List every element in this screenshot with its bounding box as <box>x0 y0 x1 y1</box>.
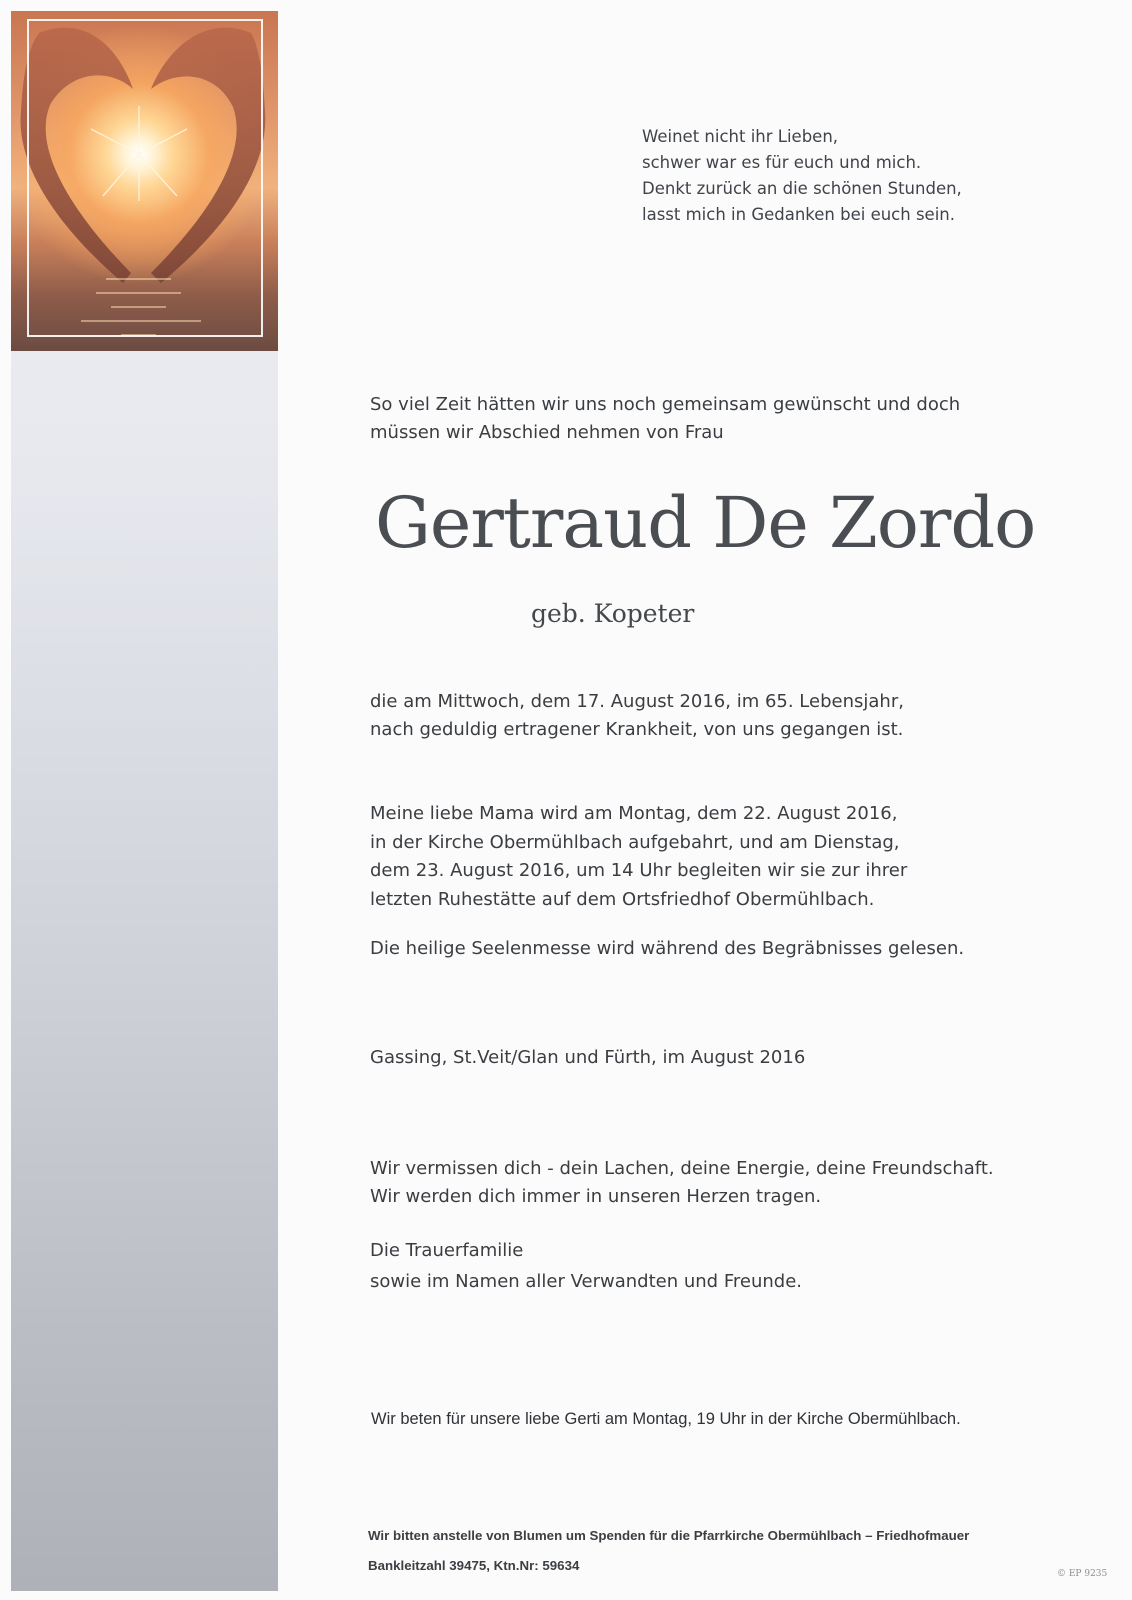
intro-paragraph <box>370 391 960 447</box>
remembrance-paragraph <box>370 1155 994 1211</box>
poem-line: schwer war es für euch und mich. <box>642 153 922 172</box>
sidebar-gradient-panel <box>11 11 278 1591</box>
funeral-details-paragraph <box>370 800 907 914</box>
family-line: sowie im Namen aller Verwandten und Freunde. <box>370 1271 802 1292</box>
death-notice-paragraph <box>370 688 904 744</box>
donation-bank-details: Bankleitzahl 39475, Ktn.Nr: 59634 <box>368 1558 580 1573</box>
remembrance-line: Wir vermissen dich - dein Lachen, deine Energie, deine Freundschaft. <box>370 1158 994 1179</box>
family-signature <box>370 1235 802 1297</box>
birth-name: geb. Kopeter <box>531 599 695 628</box>
poem-line: lasst mich in Gedanken bei euch sein. <box>642 205 955 224</box>
poem-block <box>642 124 962 228</box>
poem-line: Weinet nicht ihr Lieben, <box>642 127 839 146</box>
heart-hands-sunset-photo <box>11 11 278 351</box>
funeral-line: letzten Ruhestätte auf dem Ortsfriedhof Obermühlbach. <box>370 888 875 910</box>
family-line: Die Trauerfamilie <box>370 1240 524 1261</box>
intro-line: So viel Zeit hätten wir uns noch gemeinsam gewünscht und doch <box>370 394 961 415</box>
donation-line: Wir bitten anstelle von Blumen um Spenden für die Pfarrkirche Obermühlbach – Friedhofmauer <box>368 1528 970 1543</box>
remembrance-line: Wir werden dich immer in unseren Herzen tragen. <box>370 1186 822 1207</box>
prayer-announcement: Wir beten für unsere liebe Gerti am Montag, 19 Uhr in der Kirche Obermühlbach. <box>371 1410 961 1428</box>
print-code: © EP 9235 <box>1057 1569 1108 1579</box>
intro-line: müssen wir Abschied nehmen von Frau <box>370 422 724 443</box>
donation-request <box>368 1521 969 1581</box>
death-notice-line: nach geduldig ertragener Krankheit, von uns gegangen ist. <box>370 719 904 740</box>
funeral-line: Meine liebe Mama wird am Montag, dem 22. August 2016, <box>370 803 898 824</box>
funeral-line: in der Kirche Obermühlbach aufgebahrt, und am Dienstag, <box>370 831 900 853</box>
deceased-name: Gertraud De Zordo <box>375 482 1036 564</box>
requiem-mass-note: Die heilige Seelenmesse wird während des Begräbnisses gelesen. <box>370 938 965 959</box>
place-and-date: Gassing, St.Veit/Glan und Fürth, im August 2016 <box>370 1047 806 1068</box>
funeral-line: dem 23. August 2016, um 14 Uhr begleiten wir sie zur ihrer <box>370 860 908 881</box>
poem-line: Denkt zurück an die schönen Stunden, <box>642 179 962 198</box>
photo-inner-frame <box>27 19 263 337</box>
death-notice-line: die am Mittwoch, dem 17. August 2016, im 65. Lebensjahr, <box>370 691 904 712</box>
